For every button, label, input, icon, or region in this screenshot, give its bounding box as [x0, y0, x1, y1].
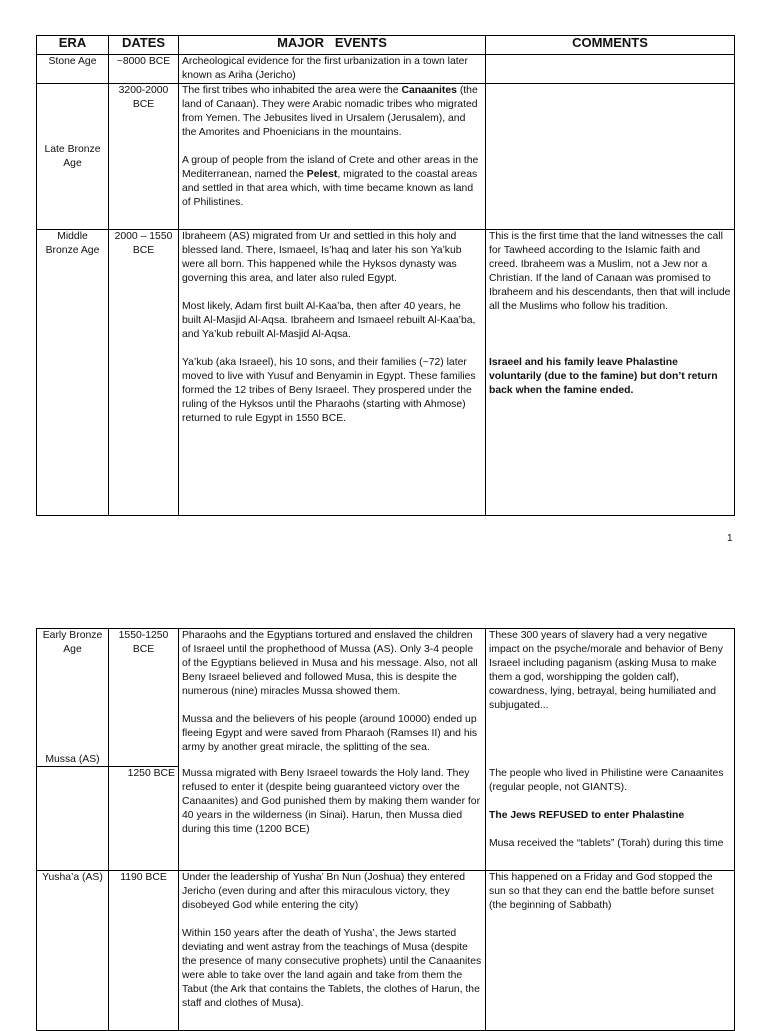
comment-paragraph: These 300 years of slavery had a very negative impact on the psyche/morale and behavior of Beny Israeel including paganism (asking Musa to make them a god, worshipping the golden calf), cowardness, lying, betrayal, being humiliated and subjugated...	[489, 630, 723, 711]
event-paragraph	[182, 84, 482, 140]
table-row	[37, 55, 735, 84]
comment-bold-text: The Jews REFUSED to enter Phalastine	[489, 809, 685, 821]
comments-cell	[486, 629, 735, 767]
comments-cell	[486, 55, 735, 84]
timeline-table-page-1	[36, 35, 735, 516]
era-cell: Stone Age	[37, 55, 109, 84]
event-text: (the land of Canaan). They were Arabic nomadic tribes who migrated from Yemen. The Jebusites lived in Ursalem (Jerusalem), and the Amorites and Phoenicians in the mountains.	[182, 85, 478, 138]
table-row	[37, 767, 735, 871]
table-row	[37, 230, 735, 516]
events-cell	[179, 230, 486, 516]
comment-paragraph	[489, 809, 731, 823]
event-paragraph: Most likely, Adam first built Al-Kaa’ba, then after 40 years, he built Al-Masjid Al-Aqsa. Ibraheem and Ismaeel rebuilt Al-Kaa’ba, and Ya’kub rebuilt Al-Masjid Al-Aqsa.	[182, 301, 476, 340]
era-cell: Yusha’a (AS)	[37, 871, 109, 1031]
dates-cell: 1550-1250 BCE	[109, 629, 179, 767]
events-header: MAJOR EVENTS	[179, 36, 486, 55]
timeline-table-page-2	[36, 628, 735, 1031]
event-paragraph: Mussa migrated with Beny Israeel towards the Holy land. They refused to enter it (despite being guaranteed victory over the Canaanites) and God punished them by making them wander for 40 years in the wilderness (in Sinai). Harun, then Mussa died during this time (1200 BCE)	[182, 767, 481, 835]
comment-paragraph	[489, 356, 731, 398]
event-bold-text: Pelest	[306, 169, 338, 180]
event-text: The first tribes who inhabited the area were the	[182, 85, 402, 96]
comment-paragraph: This is the first time that the land witnesses the call for Tawheed according to the Islamic faith and creed. Ibraheem was a Muslim, not a Jew nor a Christian. If the land of Canaan was promised to Ibraheem and his descendants, then that will include all the Muslims who follow his tradition.	[489, 231, 731, 312]
era-header: ERA	[37, 36, 109, 55]
table-row	[37, 629, 735, 767]
comments-cell	[486, 84, 735, 230]
comment-paragraph: The people who lived in Philistine were Canaanites (regular people, not GIANTS).	[489, 767, 724, 793]
comment-bold-text: Israeel and his family leave Phalastine voluntarily (due to the famine) but don’t return back when the famine ended.	[489, 357, 718, 396]
comment-paragraph: Musa received the “tablets” (Torah) during this time	[489, 837, 724, 849]
table-row	[37, 84, 735, 230]
comments-cell	[486, 230, 735, 516]
era-text: Mussa (AS)	[45, 754, 100, 765]
comments-cell	[486, 767, 735, 871]
events-cell: Archeological evidence for the first urbanization in a town later known as Ariha (Jericho)	[179, 55, 486, 84]
event-paragraph: Ya’kub (aka Israeel), his 10 sons, and their families (~72) later moved to live with Yusuf and Benyamin in Egypt. These families formed the 12 tribes of Beny Israeel. They prospered under the ruling of the Hyksos until the Pharaohs (starting with Ahmose) returned to rule Egypt in 1550 BCE.	[182, 357, 476, 424]
dates-cell: 1250 BCE	[109, 767, 179, 871]
event-text: , migrated to the coastal areas and settled in that area which, with time became known as land of Philistines.	[182, 169, 478, 208]
event-paragraph	[182, 154, 482, 210]
event-paragraph: Mussa and the believers of his people (around 10000) ended up fleeing Egypt and were saved from Pharaoh (Ramses II) and his army by another great miracle, the splitting of the sea.	[182, 714, 478, 753]
events-cell	[179, 767, 486, 871]
events-cell	[179, 871, 486, 1031]
comments-cell	[486, 871, 735, 1031]
table-header-row	[37, 36, 735, 55]
dates-cell: 1190 BCE	[109, 871, 179, 1031]
era-cell: Early Bronze Age	[37, 629, 109, 767]
event-bold-text: Canaanites	[401, 85, 457, 96]
era-cell	[37, 754, 109, 871]
comment-paragraph: This happened on a Friday and God stopped the sun so that they can end the battle before sunset (the beginning of Sabbath)	[489, 872, 714, 911]
event-text: A group of people from the island of Crete and other areas in the Mediterranean, named the	[182, 155, 479, 180]
event-paragraph: Under the leadership of Yusha’ Bn Nun (Joshua) they entered Jericho (even during and after this miraculous victory, they disobeyed God while entering the city)	[182, 872, 466, 911]
page-number: 1	[727, 533, 733, 544]
events-cell	[179, 629, 486, 767]
dates-cell: ~8000 BCE	[109, 55, 179, 84]
dates-cell: 2000 – 1550 BCE	[109, 230, 179, 516]
event-paragraph: Pharaohs and the Egyptians tortured and enslaved the children of Israeel until the prophethood of Mussa (AS). Only 3-4 people of the Egyptians believed in Musa and his message. Also, not all Beny Israeel believed and followed Musa, this is despite the numerous (nine) miracles Mussa showed them.	[182, 630, 478, 697]
events-cell	[179, 84, 486, 230]
dates-header: DATES	[109, 36, 179, 55]
table-row	[37, 871, 735, 1031]
event-paragraph: Ibraheem (AS) migrated from Ur and settled in this holy and blessed land. There, Ismaeel, Is’haq and later his son Ya’kub were all born. This happened while the Hyksos dynasty was governing this area, and later also ruled Egypt.	[182, 231, 462, 284]
era-cell: Late Bronze Age	[37, 84, 109, 230]
dates-cell: 3200-2000 BCE	[109, 84, 179, 230]
comments-header: COMMENTS	[486, 36, 735, 55]
era-cell: Middle Bronze Age	[37, 230, 109, 516]
event-paragraph: Within 150 years after the death of Yusha’, the Jews started deviating and went astray from the teachings of Musa (despite the presence of many consecutive prophets) until the Canaanites were able to take over the land again and take from them the Tabut (the Ark that contains the Tablets, the clothes of Harun, the staff and clothes of Musa).	[182, 928, 482, 1009]
